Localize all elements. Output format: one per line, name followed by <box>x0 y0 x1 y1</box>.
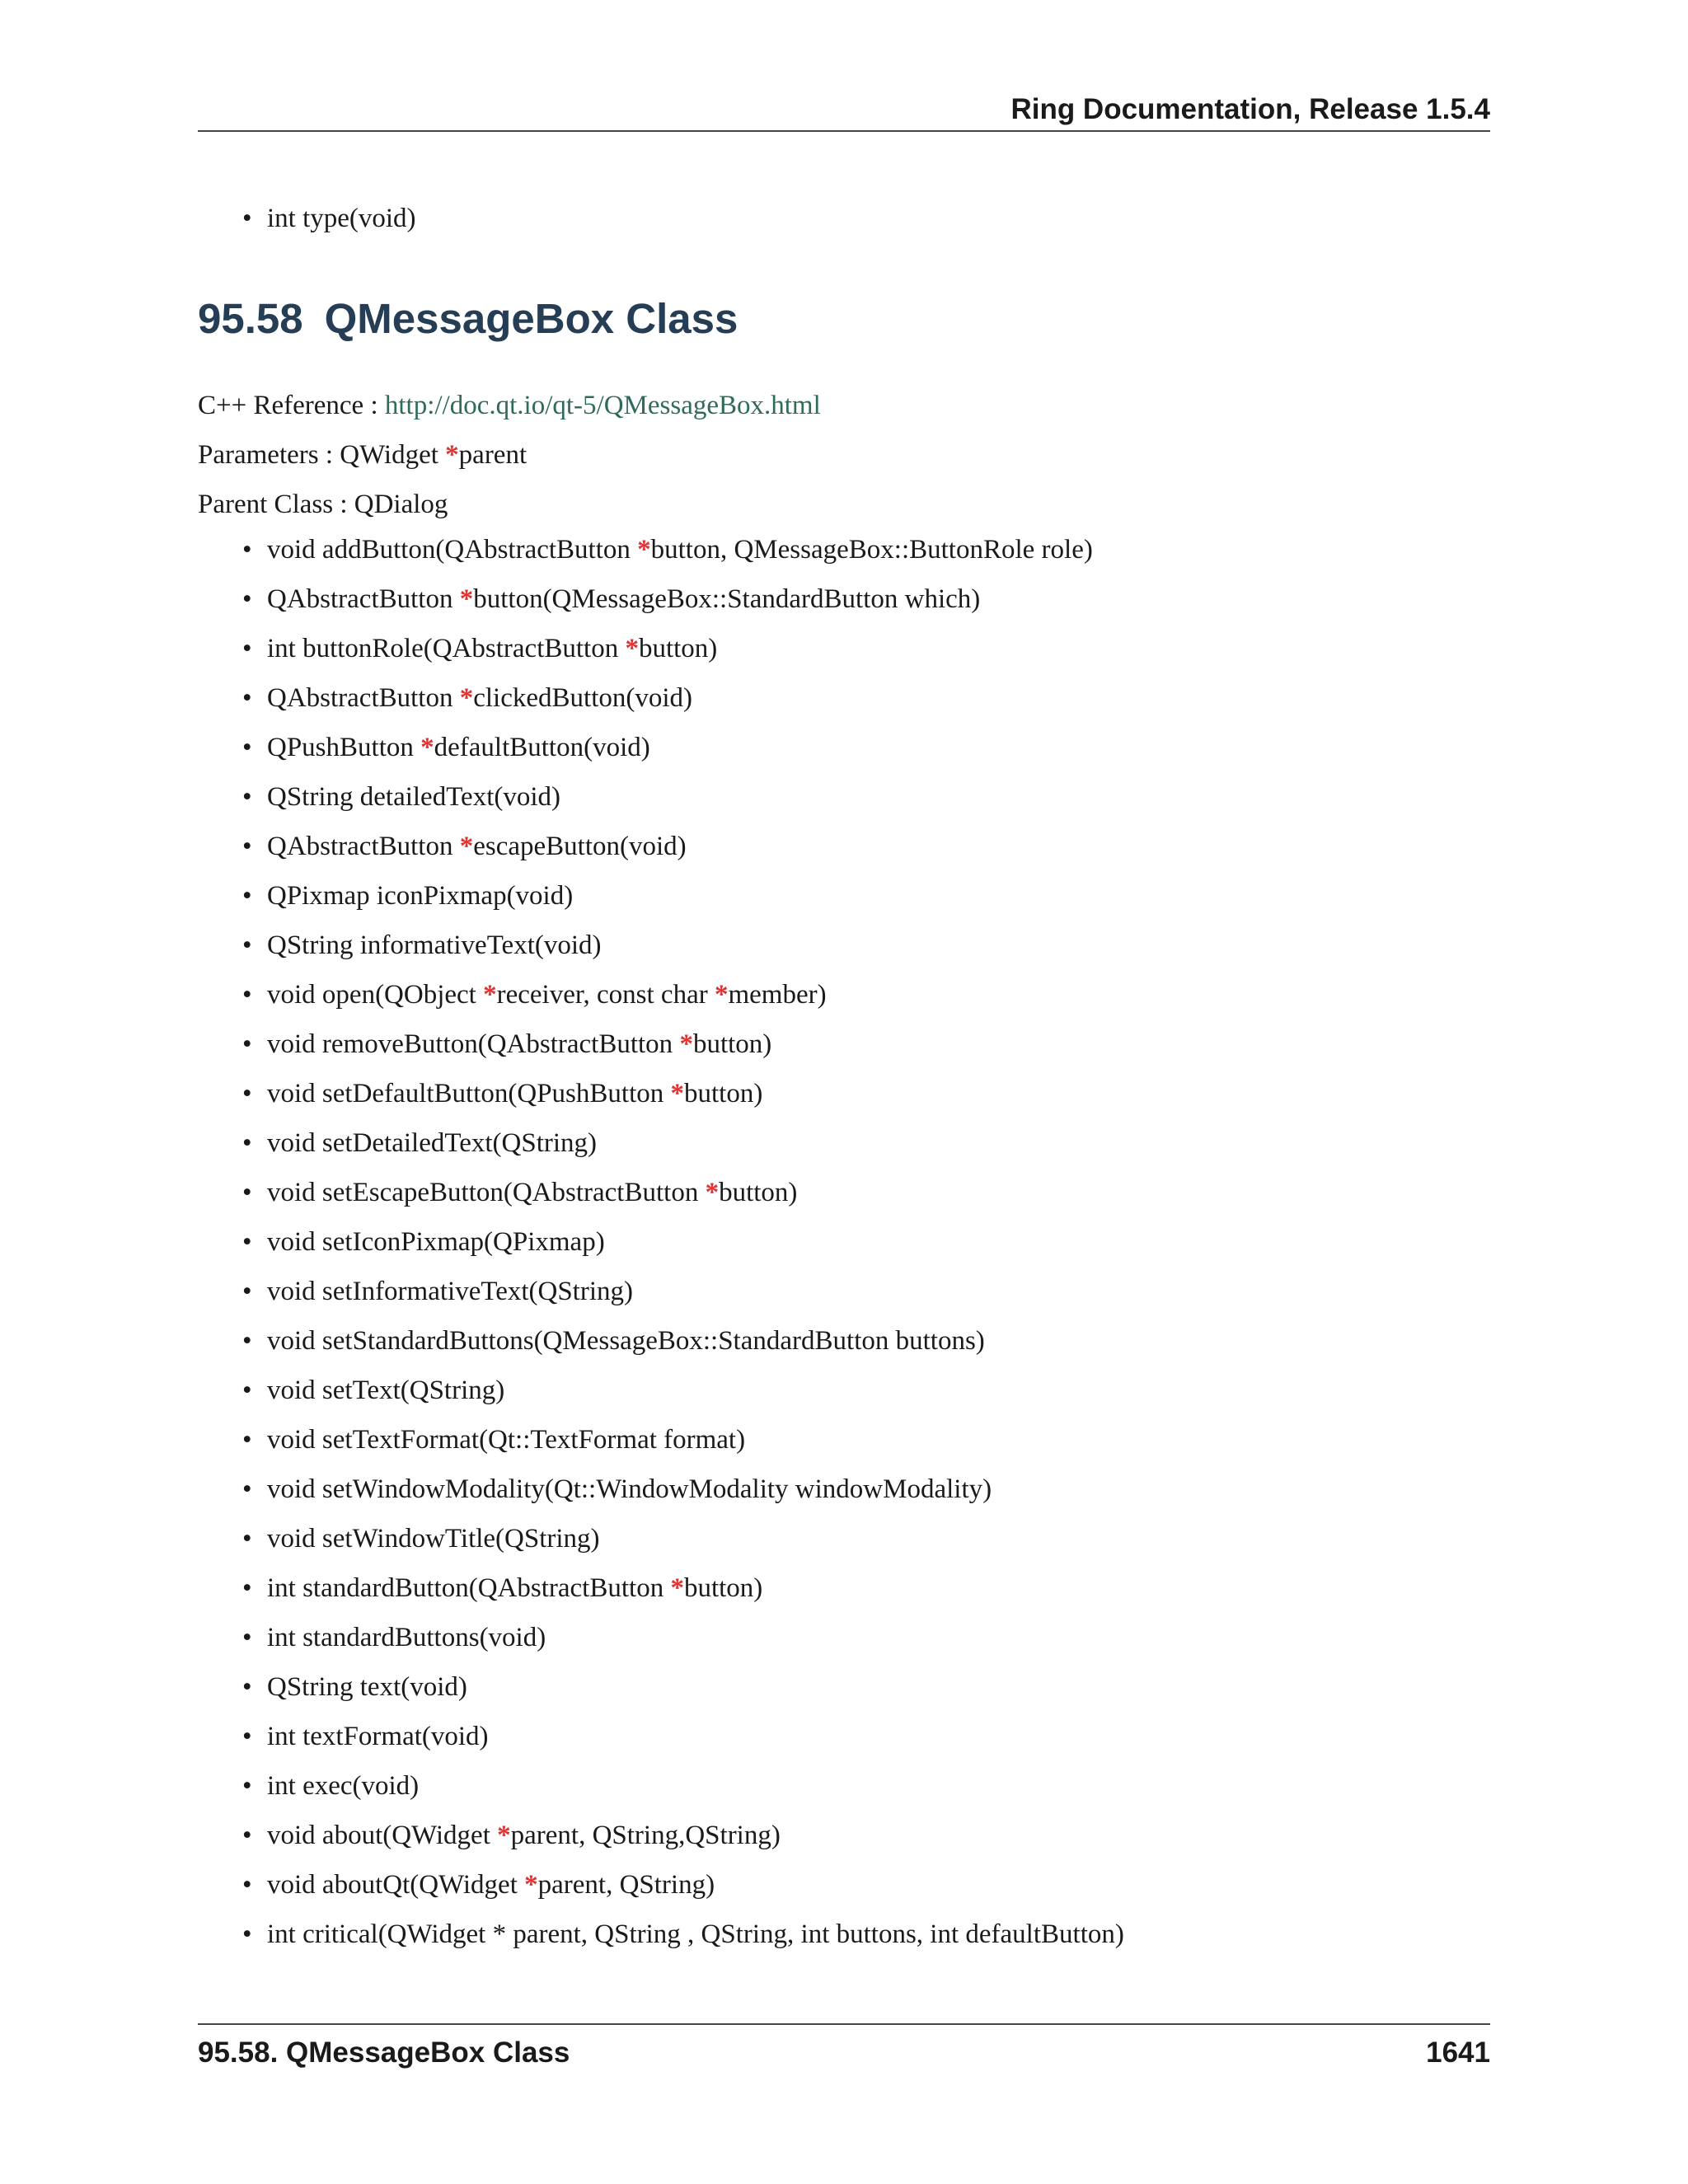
method-item <box>198 1666 1490 1716</box>
method-text: QString informativeText(void) <box>267 930 602 960</box>
header-title: Ring Documentation, Release 1.5.4 <box>1010 93 1490 125</box>
method-text: QAbstractButton <box>267 584 460 614</box>
bullet: • <box>242 832 252 861</box>
list-item <box>198 198 1490 247</box>
pointer-star: * <box>445 440 459 470</box>
bullet: • <box>242 980 252 1010</box>
method-text: void setEscapeButton(QAbstractButton <box>267 1178 706 1207</box>
bullet: • <box>242 1524 252 1554</box>
bullet: • <box>242 1178 252 1207</box>
method-item <box>198 727 1490 776</box>
parameters-suffix: parent <box>458 440 528 470</box>
method-text: void setWindowTitle(QString) <box>267 1524 600 1554</box>
pointer-star: * <box>637 535 651 565</box>
method-text: void aboutQt(QWidget <box>267 1870 525 1900</box>
method-text: int type(void) <box>267 204 416 233</box>
method-text: button(QMessageBox::StandardButton which) <box>473 584 981 614</box>
bullet: • <box>242 1672 252 1702</box>
bullet: • <box>242 204 252 233</box>
pointer-star: * <box>625 634 639 663</box>
method-text: QString detailedText(void) <box>267 782 561 812</box>
method-text: void open(QObject <box>267 980 484 1010</box>
section-number: 95.58 <box>198 295 303 342</box>
pointer-star: * <box>459 832 474 861</box>
method-text: int critical(QWidget * parent, QString , QString, int buttons, int defaultButton) <box>267 1919 1124 1949</box>
bullet: • <box>242 1029 252 1059</box>
method-text: QPixmap iconPixmap(void) <box>267 881 574 911</box>
bullet: • <box>242 1128 252 1158</box>
method-text: receiver, const char <box>496 980 715 1010</box>
bullet: • <box>242 782 252 812</box>
method-text: member) <box>728 980 827 1010</box>
bullet: • <box>242 1277 252 1306</box>
bullet: • <box>242 1376 252 1405</box>
parameters-prefix: Parameters : QWidget <box>198 440 446 470</box>
pointer-star: * <box>714 980 729 1010</box>
pointer-star: * <box>670 1573 684 1603</box>
method-item <box>198 1815 1490 1864</box>
method-item <box>198 1122 1490 1172</box>
section-heading <box>198 290 738 348</box>
running-header <box>198 89 1490 132</box>
method-item <box>198 974 1490 1024</box>
method-text: void setInformativeText(QString) <box>267 1277 634 1306</box>
bullet: • <box>242 1326 252 1356</box>
bullet: • <box>242 634 252 663</box>
method-item <box>198 1024 1490 1073</box>
method-text: void setWindowModality(Qt::WindowModality windowModality) <box>267 1474 992 1504</box>
bullet: • <box>242 733 252 762</box>
method-text: button) <box>684 1079 763 1108</box>
pointer-star: * <box>670 1079 684 1108</box>
method-item <box>198 1914 1490 1963</box>
bullet: • <box>242 930 252 960</box>
method-text: void addButton(QAbstractButton <box>267 535 638 565</box>
method-item <box>198 1864 1490 1914</box>
bullet: • <box>242 1474 252 1504</box>
method-text: int textFormat(void) <box>267 1722 489 1751</box>
method-item <box>198 875 1490 925</box>
bullet: • <box>242 1079 252 1108</box>
footer-page-number: 1641 <box>1426 2036 1490 2069</box>
method-text: void about(QWidget <box>267 1821 498 1850</box>
pointer-star: * <box>483 980 497 1010</box>
method-text: QPushButton <box>267 733 421 762</box>
method-text: int buttonRole(QAbstractButton <box>267 634 626 663</box>
cpp-reference-link[interactable]: http://doc.qt.io/qt-5/QMessageBox.html <box>384 391 821 420</box>
bullet: • <box>242 1771 252 1801</box>
method-item <box>198 776 1490 826</box>
cpp-reference <box>198 385 1490 434</box>
bullet: • <box>242 584 252 614</box>
method-text: QAbstractButton <box>267 832 460 861</box>
method-list <box>198 529 1490 1963</box>
method-item <box>198 1469 1490 1518</box>
method-item <box>198 1221 1490 1271</box>
method-item <box>198 529 1490 579</box>
method-item <box>198 1172 1490 1221</box>
pointer-star: * <box>524 1870 538 1900</box>
method-item <box>198 1518 1490 1568</box>
method-text: button) <box>719 1178 798 1207</box>
bullet: • <box>242 1722 252 1751</box>
previous-method-list <box>198 198 1490 247</box>
pointer-star: * <box>679 1029 693 1059</box>
method-item <box>198 677 1490 727</box>
cpp-reference-label: C++ Reference : <box>198 391 385 420</box>
parameters-line <box>198 434 1490 484</box>
footer-section: 95.58. QMessageBox Class <box>198 2036 570 2069</box>
method-text: defaultButton(void) <box>434 733 650 762</box>
method-item <box>198 1320 1490 1370</box>
method-item <box>198 1716 1490 1765</box>
bullet: • <box>242 683 252 713</box>
method-text: void setStandardButtons(QMessageBox::StandardButton buttons) <box>267 1326 985 1356</box>
bullet: • <box>242 1623 252 1652</box>
bullet: • <box>242 1870 252 1900</box>
method-item <box>198 1073 1490 1122</box>
method-text: parent, QString,QString) <box>510 1821 781 1850</box>
method-item <box>198 1617 1490 1666</box>
method-text: void setIconPixmap(QPixmap) <box>267 1227 605 1257</box>
method-text: int exec(void) <box>267 1771 420 1801</box>
method-item <box>198 1370 1490 1419</box>
pointer-star: * <box>459 584 474 614</box>
method-text: clickedButton(void) <box>473 683 693 713</box>
bullet: • <box>242 1919 252 1949</box>
method-item <box>198 1568 1490 1617</box>
bullet: • <box>242 1227 252 1257</box>
method-item <box>198 826 1490 875</box>
class-meta <box>198 385 1490 533</box>
method-text: void removeButton(QAbstractButton <box>267 1029 680 1059</box>
method-text: button) <box>692 1029 772 1059</box>
method-text: void setText(QString) <box>267 1376 505 1405</box>
running-footer <box>198 2023 1490 2074</box>
method-item <box>198 628 1490 677</box>
method-text: button) <box>638 634 718 663</box>
method-text: QAbstractButton <box>267 683 460 713</box>
method-item <box>198 1765 1490 1815</box>
method-text: button, QMessageBox::ButtonRole role) <box>650 535 1093 565</box>
pointer-star: * <box>705 1178 720 1207</box>
parent-class-line: Parent Class : QDialog <box>198 490 448 519</box>
method-text: int standardButtons(void) <box>267 1623 546 1652</box>
bullet: • <box>242 881 252 911</box>
bullet: • <box>242 1425 252 1455</box>
method-text: void setDetailedText(QString) <box>267 1128 598 1158</box>
bullet: • <box>242 1573 252 1603</box>
method-text: int standardButton(QAbstractButton <box>267 1573 671 1603</box>
pointer-star: * <box>459 683 474 713</box>
section-title: QMessageBox Class <box>324 295 738 342</box>
method-text: void setDefaultButton(QPushButton <box>267 1079 671 1108</box>
method-text: QString text(void) <box>267 1672 467 1702</box>
pointer-star: * <box>420 733 434 762</box>
method-text: void setTextFormat(Qt::TextFormat format) <box>267 1425 746 1455</box>
bullet: • <box>242 535 252 565</box>
method-item <box>198 1271 1490 1320</box>
method-item <box>198 1419 1490 1469</box>
method-text: escapeButton(void) <box>473 832 687 861</box>
method-item <box>198 579 1490 628</box>
bullet: • <box>242 1821 252 1850</box>
method-item <box>198 925 1490 974</box>
pointer-star: * <box>497 1821 511 1850</box>
method-text: parent, QString) <box>537 1870 715 1900</box>
method-text: button) <box>683 1573 763 1603</box>
